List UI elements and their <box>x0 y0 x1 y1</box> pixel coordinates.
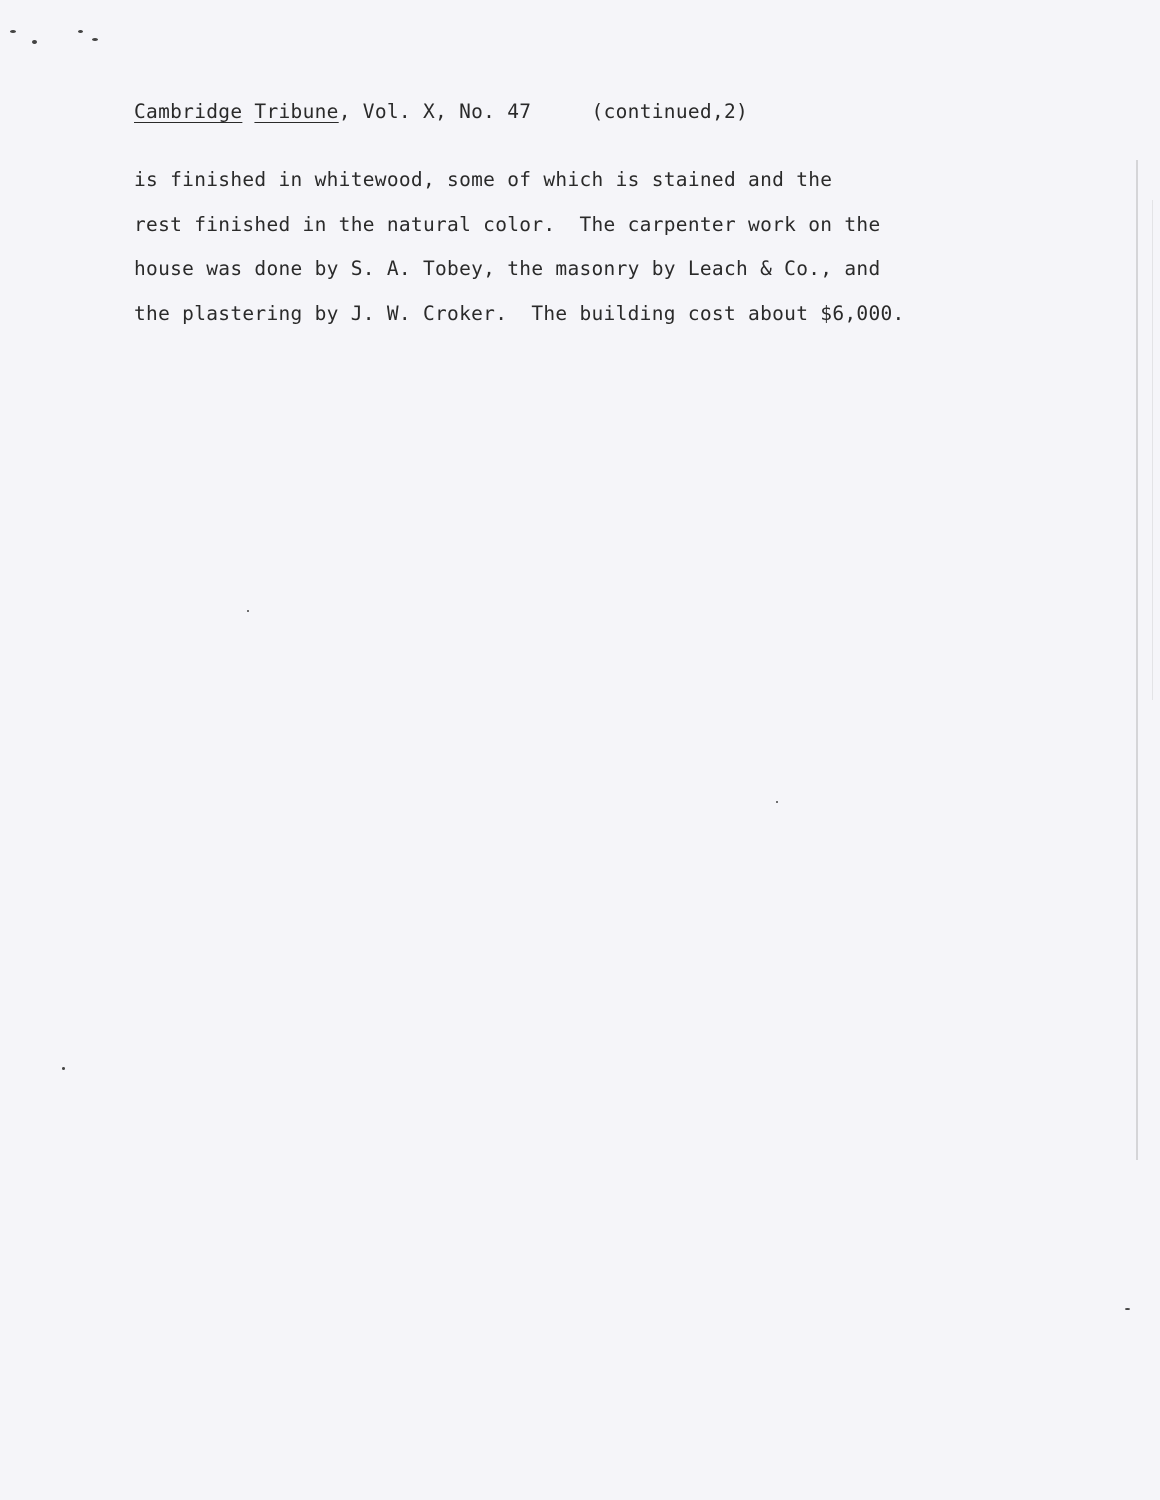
body-line: house was done by S. A. Tobey, the masonry by Leach & Co., and <box>134 257 881 280</box>
scan-edge-mark <box>1152 200 1153 700</box>
scan-speck <box>776 801 778 803</box>
scan-speck <box>78 30 83 33</box>
scan-speck <box>62 1067 65 1070</box>
publication-name-part2: Tribune <box>254 100 339 123</box>
publication-name-part1: Cambridge <box>134 100 243 123</box>
scan-speck <box>10 30 16 33</box>
scan-speck <box>32 40 37 44</box>
scan-speck <box>1125 1308 1130 1310</box>
document-header <box>134 100 748 123</box>
body-line: rest finished in the natural color. The carpenter work on the <box>134 213 881 236</box>
scan-edge-mark <box>1136 160 1138 1160</box>
body-line: the plastering by J. W. Croker. The building cost about $6,000. <box>134 302 905 325</box>
scan-speck <box>247 610 249 612</box>
scan-speck <box>92 38 98 41</box>
body-line: is finished in whitewood, some of which is stained and the <box>134 168 833 191</box>
continuation-note: (continued,2) <box>591 100 749 123</box>
volume-info: , Vol. X, No. 47 <box>338 100 532 123</box>
